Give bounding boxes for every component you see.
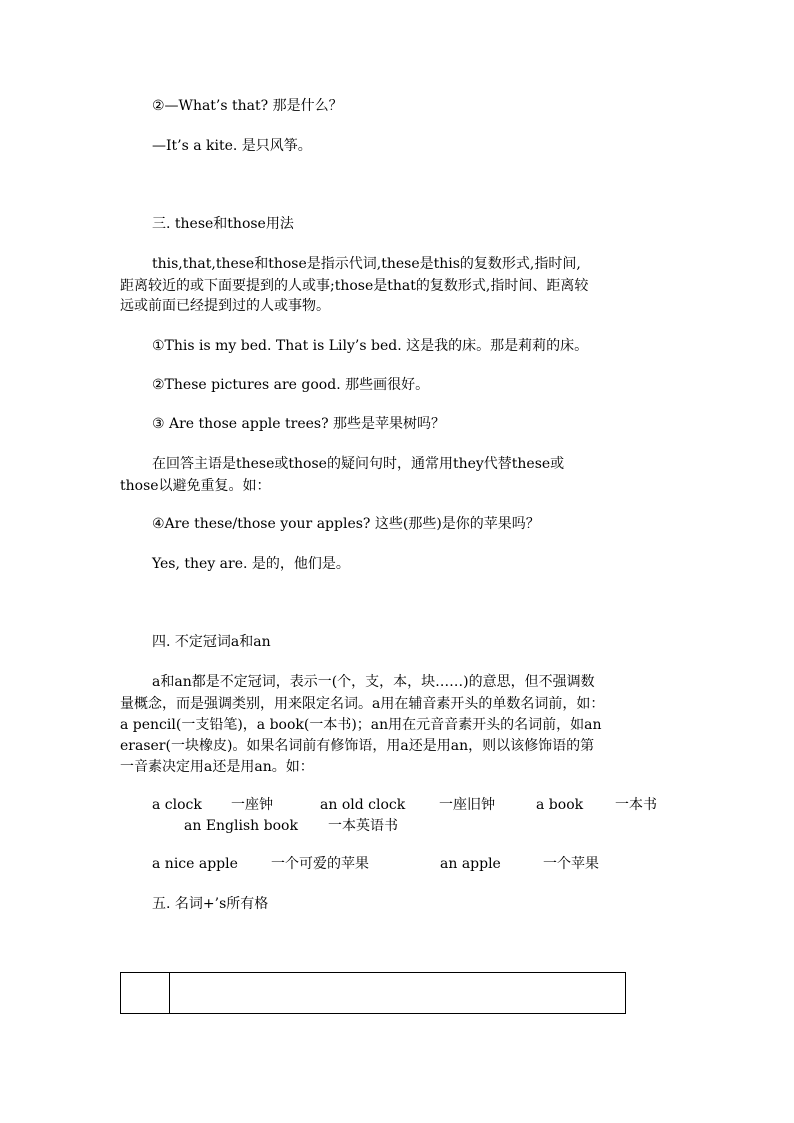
section-4-para-line-2: 量概念，而是强调类别，用来限定名词。a用在辅音素开头的单数名词前，如： bbox=[120, 696, 605, 712]
section-4-heading: 四. 不定冠词a和an bbox=[152, 634, 271, 650]
phrase-an-english-book: an English book bbox=[184, 818, 298, 834]
section-3-example-2: ②These pictures are good. 那些画很好。 bbox=[152, 377, 430, 393]
section-4-para-line-4: eraser(一块橡皮)。如果名词前有修饰语，用a还是用an，则以该修饰语的第 bbox=[120, 738, 595, 754]
section-3-note-line-1: 在回答主语是these或those的疑问句时，通常用they代替these或 bbox=[152, 456, 565, 472]
section-3-example-4: ④Are these/those your apples? 这些(那些)是你的苹果吗？ bbox=[152, 516, 540, 532]
example-question-2: ②—What’s that? 那是什么？ bbox=[152, 98, 343, 114]
section-3-para-line-2: 距离较近的或下面要提到的人或事;those是that的复数形式,指时间、距离较 bbox=[120, 278, 589, 294]
phrase-a-book: a book bbox=[536, 797, 584, 813]
phrase-a-clock: a clock bbox=[152, 797, 202, 813]
translation-a-book: 一本书 bbox=[615, 797, 657, 813]
phrase-a-nice-apple: a nice apple bbox=[152, 856, 238, 872]
table-row bbox=[121, 973, 626, 1014]
section-4-para-line-5: 一音素决定用a还是用an。如： bbox=[120, 759, 314, 775]
section-3-note-line-2: those以避免重复。如： bbox=[120, 478, 271, 494]
table-cell-content bbox=[170, 973, 626, 1014]
section-3-answer-4: Yes, they are. 是的，他们是。 bbox=[152, 556, 350, 572]
phrase-an-old-clock: an old clock bbox=[320, 797, 406, 813]
example-answer-2: —It’s a kite. 是只风筝。 bbox=[152, 138, 312, 154]
section-4-para-line-1: a和an都是不定冠词，表示一(个，支，本，块……)的意思，但不强调数 bbox=[152, 674, 595, 690]
section-3-heading: 三. these和those用法 bbox=[152, 216, 294, 232]
possessive-table bbox=[120, 972, 626, 1014]
section-3-para-line-3: 远或前面已经提到过的人或事物。 bbox=[120, 298, 330, 314]
translation-a-clock: 一座钟 bbox=[231, 797, 273, 813]
translation-an-old-clock: 一座旧钟 bbox=[439, 797, 495, 813]
section-3-example-3: ③ Are those apple trees? 那些是苹果树吗？ bbox=[152, 416, 446, 432]
section-3-example-1: ①This is my bed. That is Lily’s bed. 这是我的床。那是莉莉的床。 bbox=[152, 338, 589, 354]
translation-an-apple: 一个苹果 bbox=[543, 856, 599, 872]
section-3-para-line-1: this,that,these和those是指示代词,these是this的复数形式,指时间, bbox=[152, 256, 581, 272]
translation-an-english-book: 一本英语书 bbox=[328, 818, 398, 834]
table-cell-label bbox=[121, 973, 170, 1014]
section-4-para-line-3: a pencil(一支铅笔)，a book(一本书)；an用在元音音素开头的名词前，如an bbox=[120, 717, 602, 733]
section-5-heading: 五. 名词+’s所有格 bbox=[152, 896, 269, 912]
phrase-an-apple: an apple bbox=[440, 856, 501, 872]
translation-a-nice-apple: 一个可爱的苹果 bbox=[271, 856, 369, 872]
